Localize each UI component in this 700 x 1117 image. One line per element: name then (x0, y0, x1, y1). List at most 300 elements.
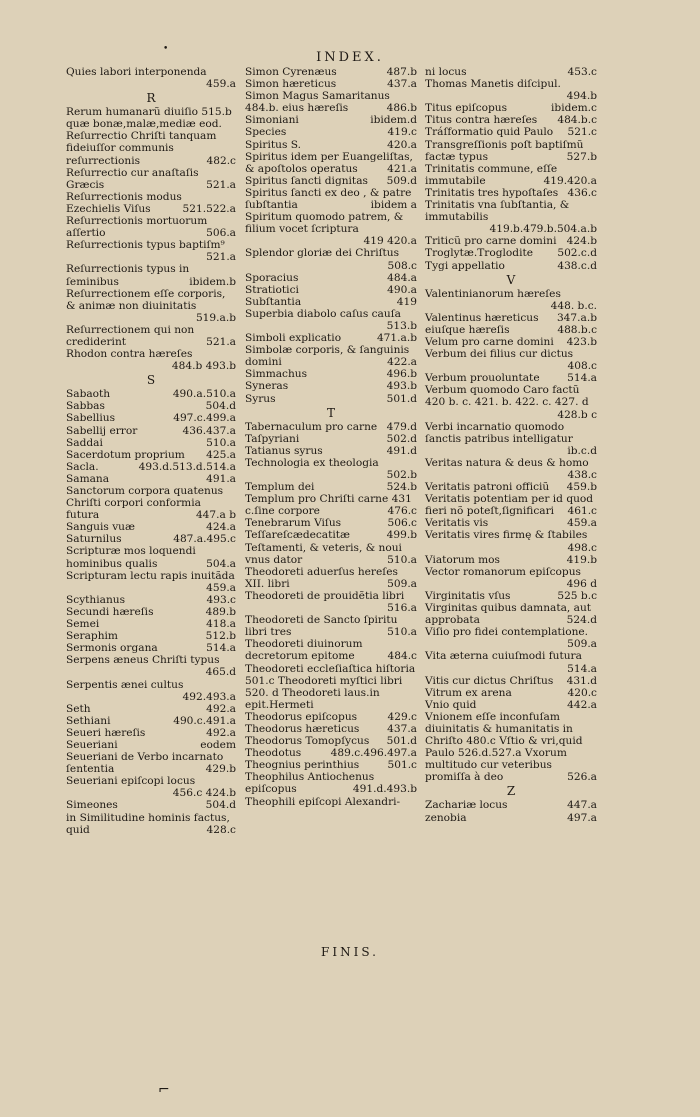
entry-term: Templum pro Chriſti carne 431 c.ſine corpore (245, 493, 412, 518)
index-entry (66, 570, 236, 594)
entry-term: Sacerdotum proprium (66, 448, 185, 461)
index-entry (66, 449, 236, 461)
entry-term: Serpentis ænei cultus (66, 678, 184, 691)
index-entry (425, 529, 597, 553)
entry-term: Seraphim (66, 630, 118, 643)
entry-page-ref: 510.a (384, 554, 417, 566)
entry-term: Viſio pro fidei contemplatione. (425, 626, 589, 639)
entry-page-ref: 491.a (203, 473, 236, 485)
index-entry (245, 175, 417, 187)
index-entry (425, 626, 597, 650)
entry-term: Thomas Manetis diſcipul. (425, 78, 561, 91)
entry-term: Tatianus syrus (245, 444, 323, 457)
index-entry (425, 687, 597, 699)
entry-term: Theodoreti de prouidẽtia libri (245, 589, 405, 602)
entry-term: Triticũ pro carne domini (425, 235, 557, 248)
entry-page-ref: 437.a (384, 723, 417, 735)
entry-page-ref: 504.a (203, 558, 236, 570)
entry-page-ref: 436.437.a (180, 425, 237, 437)
entry-term: Rerum humanarũ diuiſio 515.b quæ bonæ,malæ,mediæ eod. (66, 106, 232, 131)
entry-page-ref: 501.d (384, 393, 417, 405)
entry-page-ref: 428.c (203, 824, 236, 836)
entry-page-ref: 492.493.a (66, 691, 236, 703)
entry-term: Reſurrectionis modus Ezechielis Viſus (66, 190, 182, 215)
index-entry (66, 642, 236, 654)
index-entry (425, 650, 597, 674)
entry-page-ref: 461.c (564, 505, 597, 517)
entry-term: Vnionem eſſe inconfuſam diuinitatis & humanitatis in Chriſto 480.c Vſtio & vri,quid Paulo 526.d.527.a Vxorum multitudo cur veteribus promiſſa à deo (425, 710, 583, 784)
entry-page-ref: 512.b (203, 630, 236, 642)
index-entry (66, 618, 236, 630)
entry-term: ni locus (425, 66, 467, 78)
index-entry (245, 332, 417, 344)
entry-page-ref: 419 420.a (245, 235, 417, 247)
index-entry (245, 759, 417, 771)
index-entry (245, 711, 417, 723)
entry-page-ref: 521.a (66, 251, 236, 263)
entry-term: Sanctorum corpora quatenus Chriſti corpori conformia futura (66, 485, 224, 522)
entry-page-ref: 521.522.a (180, 203, 237, 215)
index-column-3 (425, 66, 597, 824)
entry-term: Titus epiſcopus (425, 102, 508, 115)
index-entry (66, 485, 236, 521)
entry-term: Splendor gloriæ dei Chriſtus (245, 247, 400, 260)
entry-term: Scythianus (66, 593, 126, 606)
index-entry (425, 812, 597, 824)
index-entry (425, 199, 597, 235)
entry-page-ref: 447.a b (193, 509, 236, 521)
entry-page-ref: 514.a (203, 642, 236, 654)
index-entry (245, 481, 417, 493)
entry-page-ref: 459.b (564, 481, 597, 493)
index-entry (425, 78, 597, 102)
entry-page-ref: 489.b (203, 606, 236, 618)
index-entry (66, 703, 236, 715)
entry-page-ref: 501.d (384, 735, 417, 747)
entry-page-ref: 482.c (203, 155, 236, 167)
index-entry (245, 66, 417, 78)
entry-page-ref: 497.a (564, 812, 597, 824)
entry-page-ref: 489.c.496.497.a (328, 747, 417, 759)
entry-page-ref: 493.d.513.d.514.a (136, 461, 236, 473)
entry-page-ref: ib.c.d (425, 445, 597, 457)
entry-page-ref: 420.a (384, 139, 417, 151)
entry-page-ref: 490.a (384, 284, 417, 296)
entry-term: Reſurrectio Chriſti tanquam fideiuſſor communis reſurrectionis (66, 130, 217, 167)
entry-page-ref: 484.a (384, 272, 417, 284)
entry-page-ref: 484.b.c (554, 114, 597, 126)
entry-page-ref: 428.b c (425, 409, 597, 421)
index-entry (425, 126, 597, 138)
entry-page-ref: 484.c (384, 650, 417, 662)
entry-term: Valentinus hæreticus (425, 311, 539, 324)
entry-page-ref: 525 b.c (554, 590, 597, 602)
entry-term: Simbolæ corporis, & ſanguinis domini (245, 344, 410, 369)
entry-term: Saddai (66, 436, 103, 449)
entry-term: Samana (66, 472, 110, 485)
entry-term: Theophilus Antiochenus epiſcopus (245, 771, 375, 796)
index-entry (245, 284, 417, 296)
entry-term: Spiritus ſancti ex deo , & patre ſubſtantia (245, 186, 412, 212)
entry-page-ref: 527.b (564, 151, 597, 163)
entry-page-ref: 496 d (425, 578, 597, 590)
entry-term: Tenebrarum Viſus (245, 517, 342, 530)
index-entry (245, 735, 417, 747)
entry-page-ref: 423.b (564, 336, 597, 348)
entry-term: Theophili epiſcopi Alexandri- (245, 795, 401, 808)
index-entry (245, 723, 417, 735)
entry-page-ref: 526.a (564, 771, 597, 783)
index-entry (66, 215, 236, 239)
index-entry (66, 630, 236, 642)
index-entry (66, 775, 236, 799)
entry-term: Sanguis vuæ (66, 521, 135, 534)
index-entry (66, 473, 236, 485)
index-entry (425, 163, 597, 187)
index-entry (66, 288, 236, 324)
entry-term: Theodoreti aduerſus hereſes XII. libri (245, 565, 398, 590)
entry-page-ref: 491.d.493.b (350, 783, 417, 795)
entry-term: Reſurrectionem eſſe corporis, & animæ non diuinitatis (66, 287, 226, 312)
entry-term: Sermonis organa (66, 642, 158, 655)
entry-page-ref: 491.d (384, 445, 417, 457)
index-entry (66, 654, 236, 678)
index-entry (245, 614, 417, 638)
section-letter: S (146, 373, 156, 388)
entry-term: Vita æterna cuiuſmodi futura (425, 650, 582, 663)
entry-page-ref: 516.a (245, 602, 417, 614)
entry-term: in Similitudine hominis factus, quid (66, 811, 230, 836)
entry-term: Simoniani (245, 114, 299, 127)
entry-page-ref: 484.b 493.b (66, 360, 236, 372)
index-entry (425, 235, 597, 247)
index-entry (66, 715, 236, 727)
index-entry (245, 151, 417, 175)
index-entry (425, 139, 597, 163)
index-entry (66, 66, 236, 90)
index-entry (425, 324, 597, 336)
entry-term: Simon Cyrenæus (245, 66, 337, 78)
entry-page-ref: 347.a.b (554, 312, 597, 324)
entry-term: Spiritus idem per Euangeliſtas, & apoſtolos operatus (245, 150, 413, 175)
entry-term: Viatorum mos (425, 553, 500, 566)
index-entry (245, 796, 417, 808)
index-entry (245, 542, 417, 566)
index-entry (66, 727, 236, 739)
entry-term: Secundi hæreſis (66, 605, 154, 618)
index-entry (66, 679, 236, 703)
index-entry (66, 521, 236, 533)
entry-term: Stratiotici (245, 283, 299, 296)
entry-term: Species (245, 126, 287, 139)
entry-term: Reſurrectionis mortuorum aſſertio (66, 215, 208, 240)
entry-page-ref: 504.d (203, 400, 236, 412)
entry-page-ref: 453.c (564, 66, 597, 78)
entry-page-ref: 442.a (564, 699, 597, 711)
index-entry (245, 457, 417, 481)
entry-page-ref: 502.d (384, 433, 417, 445)
entry-page-ref: 429.b (203, 763, 236, 775)
entry-page-ref: 456.c 424.b (66, 787, 236, 799)
entry-page-ref: 493.b (384, 380, 417, 392)
entry-page-ref: 419.c (384, 126, 417, 138)
index-entry (66, 130, 236, 166)
entry-page-ref: 504.d (203, 799, 236, 811)
entry-page-ref: 519.a.b (66, 312, 236, 324)
entry-page-ref: 471.a.b (374, 332, 417, 344)
entry-page-ref: 506.c (384, 517, 417, 529)
entry-page-ref: 408.c (425, 360, 597, 372)
entry-term: Sabellius (66, 412, 116, 425)
entry-term: Scripturam lectu rapis inuitãda (66, 569, 235, 582)
index-entry (66, 751, 236, 775)
index-column-1 (66, 66, 236, 836)
index-entry (245, 529, 417, 541)
entry-page-ref: 509.a (425, 638, 597, 650)
printer-dot-mark: • (163, 44, 169, 54)
index-entry (245, 638, 417, 662)
entry-page-ref: 510.a (203, 437, 236, 449)
index-entry (245, 139, 417, 151)
index-entry (245, 421, 417, 433)
index-entry (66, 799, 236, 811)
index-entry (425, 114, 597, 126)
index-entry (245, 344, 417, 368)
entry-term: Rhodon contra hæreſes (66, 348, 193, 361)
entry-page-ref: 502.c.d (554, 247, 597, 259)
entry-term: Templum dei (245, 481, 315, 494)
entry-term: Simon Magus Samaritanus 484.b. eius hæreſis (245, 90, 390, 115)
index-entry (245, 445, 417, 457)
index-entry (66, 388, 236, 400)
entry-page-ref: 501.c (384, 759, 417, 771)
entry-page-ref: 479.d (384, 421, 417, 433)
entry-term: Zachariæ locus (425, 799, 508, 812)
entry-term: Trinitatis tres hypoſtaſes (425, 186, 559, 199)
index-entry (425, 711, 597, 784)
entry-term: Titus contra hæreſes (425, 114, 538, 127)
entry-term: Quies labori interponenda (66, 66, 207, 78)
entry-term: Valentinianorum hæreſes (425, 287, 561, 300)
index-entry (66, 167, 236, 191)
entry-term: Spiritus S. (245, 138, 302, 151)
entry-term: Syrus (245, 392, 276, 405)
index-entry (425, 187, 597, 199)
entry-term: Spiritus ſancti dignitas (245, 174, 368, 187)
entry-term: Theodorus Tomopſycus (245, 735, 370, 748)
index-entry (245, 126, 417, 138)
entry-page-ref: 514.a (425, 663, 597, 675)
index-entry (425, 260, 597, 272)
index-entry (245, 393, 417, 405)
entry-page-ref: 524.d (564, 614, 597, 626)
index-entry (66, 263, 236, 287)
index-entry (66, 812, 236, 836)
index-entry (425, 288, 597, 312)
index-entry (66, 739, 236, 751)
entry-page-ref: 506.a (203, 227, 236, 239)
entry-term: Theodoreti diuinorum decretorum epitome (245, 638, 363, 663)
entry-term: Sacla. (66, 460, 99, 473)
entry-term: Verbi incarnatio quomodo ſanctis patribus intelligatur (425, 420, 573, 445)
index-entry (425, 457, 597, 481)
entry-term: Sethiani (66, 714, 111, 727)
entry-page-ref: 418.a (203, 618, 236, 630)
index-entry (245, 78, 417, 90)
entry-page-ref: 493.c (203, 594, 236, 606)
index-entry (425, 336, 597, 348)
index-entry (66, 425, 236, 437)
entry-page-ref: 486.b (384, 102, 417, 114)
entry-term: Theodoreti eccleſiaſtica hiſtoria 501.c Theodoreti myſtici libri 520. d Theodoreti laus.in epit.Hermeti (245, 662, 416, 711)
entry-term: Theodorus epiſcopus (245, 710, 358, 723)
index-entry (425, 66, 597, 78)
index-entry (66, 239, 236, 263)
entry-term: Scripturæ mos loquendi hominibus qualis (66, 545, 196, 570)
entry-term: Reſurrectionis typus baptiſm⁹ (66, 239, 225, 252)
index-entry (245, 114, 417, 126)
entry-page-ref: 420.c (564, 687, 597, 699)
entry-page-ref: 499.b (384, 529, 417, 541)
entry-page-ref: ibidem.b (186, 276, 236, 288)
entry-page-ref: 436.c (564, 187, 597, 199)
entry-page-ref: 419.b (564, 554, 597, 566)
entry-page-ref: 424.a (203, 521, 236, 533)
entry-page-ref: 492.a (203, 703, 236, 715)
index-entry (425, 421, 597, 457)
index-entry (66, 606, 236, 618)
entry-term: Sabaoth (66, 388, 111, 401)
entry-page-ref: 514.a (564, 372, 597, 384)
entry-term: Saturnilus (66, 533, 122, 546)
section-letter: V (506, 272, 516, 287)
entry-term: Virginitatis vſus (425, 589, 511, 602)
entry-term: Semei (66, 618, 100, 631)
entry-term: Seueriani de Verbo incarnato ſententia (66, 751, 224, 776)
entry-page-ref: 421.a (384, 163, 417, 175)
entry-term: Theodoreti de Sancto ſpiritu libri tres (245, 614, 398, 639)
entry-term: Superbia diabolo caſus cauſa (245, 307, 401, 320)
index-entry (66, 461, 236, 473)
section-letter: T (326, 405, 335, 420)
entry-page-ref: ibidem.d (367, 114, 417, 126)
entry-page-ref: 422.a (384, 356, 417, 368)
entry-page-ref: 509.d (384, 175, 417, 187)
entry-term: Simon hæreticus (245, 78, 337, 91)
entry-term: Tabernaculum pro carne (245, 420, 378, 433)
index-entry (245, 517, 417, 529)
index-entry (245, 663, 417, 711)
entry-page-ref: 521.c (564, 126, 597, 138)
index-entry (425, 675, 597, 687)
index-entry (425, 799, 597, 811)
index-entry (425, 699, 597, 711)
entry-term: Spiritum quomodo patrem, & filium vocet ſcriptura (245, 211, 404, 236)
entry-term: Reſurrectionis typus in ſeminibus (66, 263, 190, 288)
ink-mark: ⌐ (158, 1082, 170, 1098)
entry-term: Sabellij error (66, 424, 138, 437)
entry-term: Sabbas (66, 400, 105, 413)
entry-term: Subſtantia (245, 295, 302, 308)
index-entry (66, 191, 236, 215)
index-entry (425, 481, 597, 493)
index-entry (66, 545, 236, 569)
entry-page-ref: 494.b (425, 90, 597, 102)
entry-term: Velum pro carne domini (425, 335, 554, 348)
index-entry (425, 312, 597, 324)
entry-term: Technologia ex theologia (245, 456, 379, 469)
entry-term: Veritatis vis (425, 517, 489, 530)
index-entry (245, 566, 417, 590)
entry-page-ref: 509.a (384, 578, 417, 590)
entry-term: Serpens æneus Chriſti typus (66, 654, 220, 667)
entry-page-ref: 459.a (564, 517, 597, 529)
index-entry (425, 348, 597, 372)
entry-term: Simboli explicatio (245, 332, 342, 345)
entry-term: Syneras (245, 380, 289, 393)
entry-term: zenobia (425, 811, 467, 824)
entry-page-ref: 425.a (203, 449, 236, 461)
index-entry (245, 90, 417, 114)
entry-term: Verbum prouoluntate (425, 372, 540, 385)
entry-term: Virginitas quibus damnata, aut approbata (425, 602, 592, 627)
entry-term: Vector romanorum epiſcopus (425, 565, 581, 578)
entry-term: Veritas natura & deus & homo (425, 456, 589, 469)
entry-page-ref: 438.c.d (554, 260, 597, 272)
entry-page-ref: 424.b (564, 235, 597, 247)
index-entry (245, 296, 417, 308)
entry-page-ref: 490.a.510.a (170, 388, 236, 400)
page-footer: FINIS. (321, 945, 379, 959)
entry-page-ref: 431.d (564, 675, 597, 687)
index-entry (425, 384, 597, 420)
entry-page-ref: 419.420.a (541, 175, 598, 187)
entry-term: Tygi appellatio (425, 259, 505, 272)
entry-term: Reſurrectio cur anaſtaſis Græcis (66, 166, 199, 191)
index-entry (425, 517, 597, 529)
entry-term: Tráſformatio quid Paulo (425, 126, 554, 139)
index-entry (66, 106, 236, 130)
entry-page-ref: 476.c (384, 505, 417, 517)
index-entry (245, 590, 417, 614)
entry-term: Vitis cur dictus Chriſtus (425, 674, 554, 687)
entry-term: Trinitatis vna ſubſtantia, & immutabilis (425, 199, 570, 224)
entry-term: Trinitatis commune, eſſe immutabile (425, 162, 558, 187)
entry-term: Simmachus (245, 368, 308, 381)
entry-page-ref: 487.b (384, 66, 417, 78)
index-entry (66, 348, 236, 372)
entry-term: Teſſareſcædecatitæ (245, 529, 350, 542)
index-entry (425, 247, 597, 259)
entry-page-ref: eodem (197, 739, 236, 751)
index-entry (245, 187, 417, 211)
entry-page-ref: 437.a (384, 78, 417, 90)
entry-page-ref: 492.a (203, 727, 236, 739)
entry-page-ref: 419 (394, 296, 417, 308)
index-entry (66, 594, 236, 606)
entry-term: Seth (66, 702, 91, 715)
index-entry (245, 247, 417, 271)
entry-term: Taſpyriani (245, 432, 300, 445)
section-letter: Z (506, 784, 516, 799)
entry-term: Seueriani (66, 738, 118, 751)
index-entry (245, 380, 417, 392)
entry-page-ref: 465.d (66, 666, 236, 678)
index-entry (425, 554, 597, 566)
entry-page-ref: 496.b (384, 368, 417, 380)
index-entry (245, 368, 417, 380)
entry-page-ref: 488.b.c (554, 324, 597, 336)
